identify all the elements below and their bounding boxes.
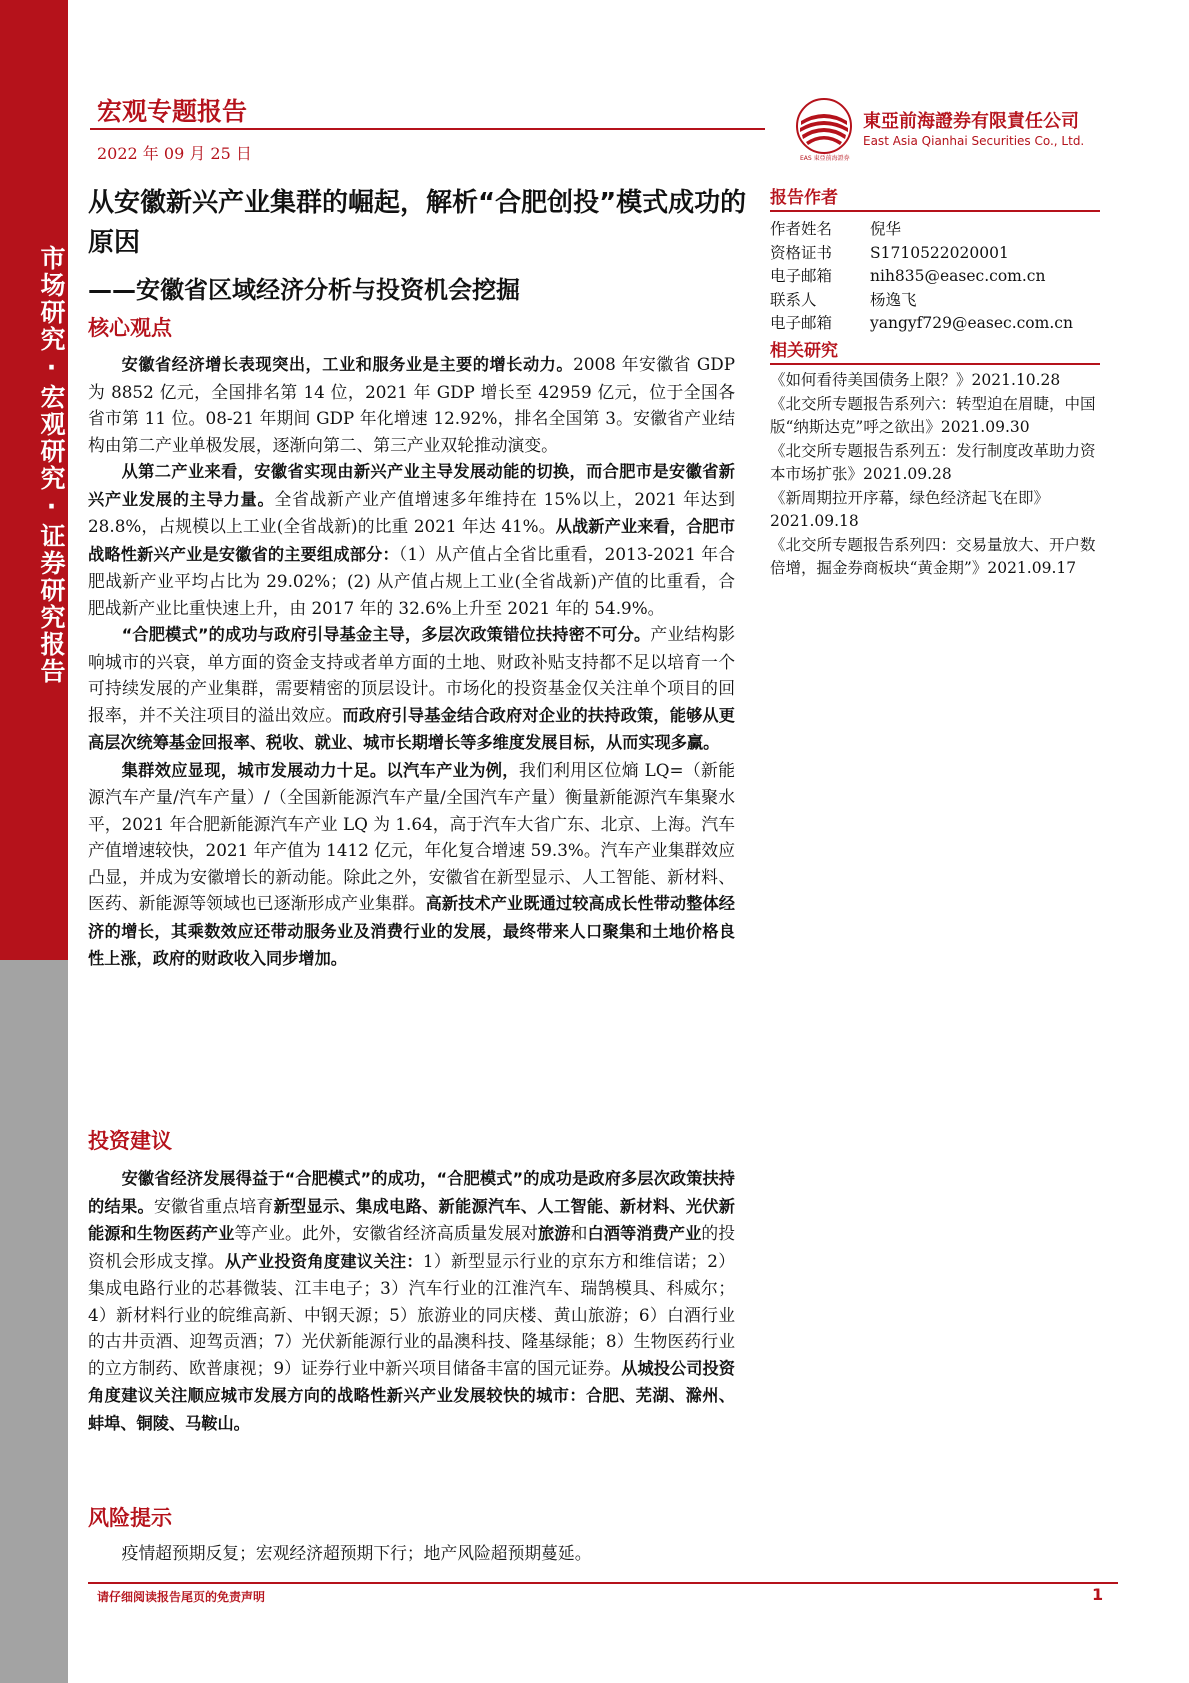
section-heading-risk: 风险提示	[88, 1506, 172, 1530]
sidebar-band	[0, 0, 68, 1683]
company-name-cn: 東亞前海證券有限責任公司	[863, 111, 1079, 132]
logo-caption: EAS 東亞前海證券	[800, 155, 850, 162]
page-number: 1	[1092, 1585, 1104, 1604]
section-heading-core: 核心观点	[88, 316, 172, 340]
related-research-box	[770, 336, 1100, 581]
footer-disclaimer: 请仔细阅读报告尾页的免责声明	[97, 1590, 266, 1604]
related-research-heading: 相关研究	[770, 336, 1100, 365]
report-title: 从安徽新兴产业集群的崛起，解析“合肥创投”模式成功的原因	[88, 188, 747, 258]
core-paragraph-1: 安徽省经济增长表现突出，工业和服务业是主要的增长动力。2008 年安徽省 GDP 为 8852 亿元，全国排名第 14 位，2021 年 GDP 增长至 42959 亿元，位于全国各省市第 11 位。08-21 年期间 GDP 年化增速 12.92%，排名全国第 3。安徽省产业结构由第二产业单极发展，逐渐向第二、第三产业双轮推动演变。	[88, 354, 736, 455]
section-heading-invest: 投资建议	[88, 1129, 172, 1153]
related-research-item[interactable]: 《北交所专题报告系列五：发行制度改革助力资本市场扩张》2021.09.28	[770, 441, 1096, 483]
core-paragraph-2: 从第二产业来看，安徽省实现由新兴产业主导发展动能的切换，而合肥市是安徽省新兴产业发展的主导力量。全省战新产业产值增速多年维持在 15%以上，2021 年达到 28.8%，占规模以上工业(全省战新)的比重 2021 年达 41%。从战新产业来看，合肥市战略性新兴产业是安徽省的主要组成部分：（1）从产值占全省比重看，2013-2021 年合肥战新产业平均占比为 29.02%；(2) 从产值占规上工业(全省战新)产值的比重看，合肥战新产业比重快速上升，由 2017 年的 32.6%上升至 2021 年的 54.9%。	[88, 462, 736, 618]
core-views-body	[88, 351, 735, 973]
report-date: 2022 年 09 月 25 日	[97, 144, 252, 163]
risk-body	[88, 1540, 735, 1567]
report-subtitle: ——安徽省区域经济分析与投资机会挖掘	[88, 276, 520, 304]
sidebar-category-text: 市场研究·宏观研究·证券研究报告	[37, 245, 66, 685]
header-divider	[90, 128, 765, 130]
investment-advice-body	[88, 1165, 735, 1437]
author-row: 作者姓名 倪华	[770, 220, 902, 238]
related-research-item[interactable]: 《如何看待美国债务上限？》2021.10.28	[770, 371, 1061, 389]
related-research-item[interactable]: 《北交所专题报告系列六：转型迫在眉睫，中国版“纳斯达克”呼之欲出》2021.09.30	[770, 394, 1096, 436]
core-paragraph-4: 集群效应显现，城市发展动力十足。以汽车产业为例，我们利用区位熵 LQ=（新能源汽车产量/汽车产量）/（全国新能源汽车产量/全国汽车产量）衡量新能源汽车集聚水平，2021 年合肥新能源汽车产业 LQ 为 1.64，高于汽车大省广东、北京、上海。汽车产值增速较快，2021 年产值为 1412 亿元，年化复合增速 59.3%。汽车产业集群效应凸显，并成为安徽增长的新动能。除此之外，安徽省在新型显示、人工智能、新材料、医药、新能源等领域也已逐渐形成产业集群。高新技术产业既通过较高成长性带动整体经济的增长，其乘数效应还带动服务业及消费行业的发展，最终带来人口聚集和土地价格良性上涨，政府的财政收入同步增加。	[88, 759, 735, 968]
author-box	[770, 183, 1100, 336]
related-research-item[interactable]: 《新周期拉开序幕，绿色经济起飞在即》2021.09.18	[770, 488, 1050, 530]
author-row: 资格证书 S1710522020001	[770, 243, 1009, 262]
core-paragraph-3: “合肥模式”的成功与政府引导基金主导，多层次政策错位扶持密不可分。产业结构影响城市的兴衰，单方面的资金支持或者单方面的土地、财政补贴支持都不足以培育一个可持续发展的产业集群，需要精密的顶层设计。市场化的投资基金仅关注单个项目的回报率，并不关注项目的溢出效应。而政府引导基金结合政府对企业的扶持政策，能够从更高层次统筹基金回报率、税收、就业、城市长期增长等多维度发展目标，从而实现多赢。	[88, 624, 735, 752]
report-series-label: 宏观专题报告	[97, 97, 248, 126]
author-row: 联系人 杨逸飞	[770, 290, 917, 309]
risk-text: 疫情超预期反复；宏观经济超预期下行；地产风险超预期蔓延。	[121, 1543, 592, 1563]
company-logo-icon	[795, 97, 853, 155]
related-research-item[interactable]: 《北交所专题报告系列四：交易量放大、开户数倍增，掘金券商板块“黄金期”》2021.09.17	[770, 535, 1096, 577]
company-name-en: East Asia Qianhai Securities Co., Ltd.	[863, 134, 1085, 148]
author-box-heading: 报告作者	[770, 183, 1100, 212]
invest-paragraph: 安徽省经济发展得益于“合肥模式”的成功，“合肥模式”的成功是政府多层次政策扶持的结果。安徽省重点培育新型显示、集成电路、新能源汽车、人工智能、新材料、光伏新能源和生物医药产业等产业。此外，安徽省经济高质量发展对旅游和白酒等消费产业的投资机会形成支撑。从产业投资角度建议关注：1）新型显示行业的京东方和维信诺；2）集成电路行业的芯碁微装、江丰电子；3）汽车行业的江淮汽车、瑞鹄模具、科威尔；4）新材料行业的皖维高新、中钢天源；5）旅游业的同庆楼、黄山旅游；6）白酒行业的古井贡酒、迎驾贡酒；7）光伏新能源行业的晶澳科技、隆基绿能；8）生物医药行业的立方制药、欧普康视；9）证券行业中新兴项目储备丰富的国元证券。从城投公司投资角度建议关注顺应城市发展方向的战略性新兴产业发展较快的城市：合肥、芜湖、滁州、蚌埠、铜陵、马鞍山。	[88, 1169, 736, 1433]
author-row: 电子邮箱 yangyf729@easec.com.cn	[770, 314, 1073, 332]
footer-divider	[88, 1582, 1118, 1584]
author-row: 电子邮箱 nih835@easec.com.cn	[770, 267, 1046, 285]
